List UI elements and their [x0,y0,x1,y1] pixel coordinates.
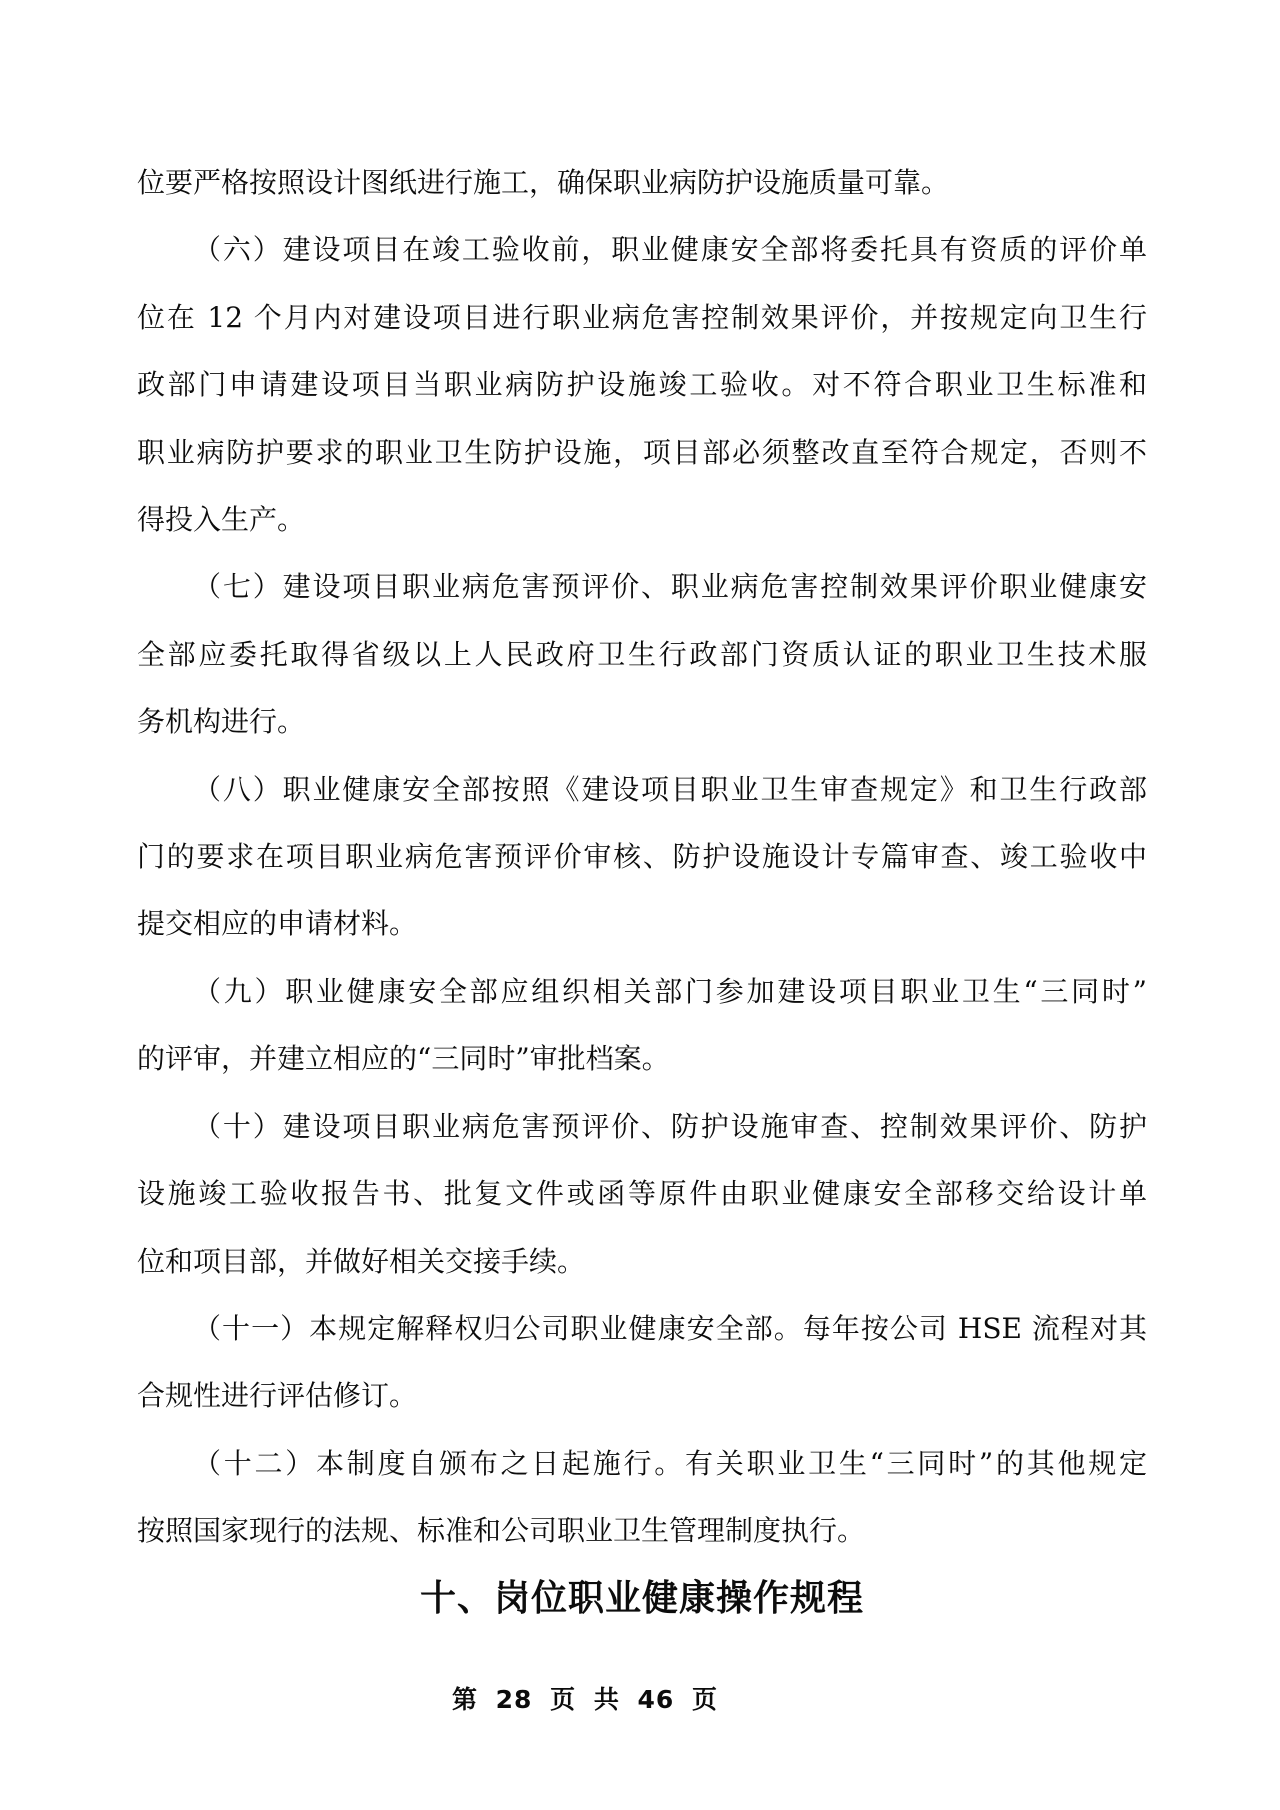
text-line: 全部应委托取得省级以上人民政府卫生行政部门资质认证的职业卫生技术服 [137,637,1147,671]
section-heading: 十、岗位职业健康操作规程 [419,1577,864,1619]
text-line: 的评审，并建立相应的“三同时”审批档案。 [137,1042,670,1076]
text-line: 务机构进行。 [137,705,306,739]
text-line: （八）职业健康安全部按照《建设项目职业卫生审查规定》和卫生行政部 [193,772,1147,806]
text-line: 按照国家现行的法规、标准和公司职业卫生管理制度执行。 [137,1514,866,1548]
text-line: （九）职业健康安全部应组织相关部门参加建设项目职业卫生“三同时” [193,974,1147,1008]
text-line: 位要严格按照设计图纸进行施工，确保职业病防护设施质量可靠。 [137,166,950,199]
text-line: 职业病防护要求的职业卫生防护设施，项目部必须整改直至符合规定，否则不 [137,435,1147,469]
document-body [137,149,1147,1632]
text-line: （十）建设项目职业病危害预评价、防护设施审查、控制效果评价、防护 [193,1109,1147,1143]
paragraphs-container [137,149,1147,1565]
text-line: 位在 12 个月内对建设项目进行职业病危害控制效果评价，并按规定向卫生行 [137,300,1147,334]
text-line: 合规性进行评估修订。 [137,1379,418,1413]
text-line: 设施竣工验收报告书、批复文件或函等原件由职业健康安全部移交给设计单 [137,1177,1147,1211]
text-line: （七）建设项目职业病危害预评价、职业病危害控制效果评价职业健康安 [193,570,1147,604]
text-line: （六）建设项目在竣工验收前，职业健康安全部将委托具有资质的评价单 [193,233,1147,267]
text-line: 提交相应的申请材料。 [137,907,418,941]
page-footer: 第 28 页 共 46 页 [451,1685,719,1714]
text-line: 位和项目部，并做好相关交接手续。 [137,1244,586,1278]
text-line: 门的要求在项目职业病危害预评价审核、防护设施设计专篇审查、竣工验收中 [137,840,1147,874]
text-line: （十一）本规定解释权归公司职业健康安全部。每年按公司 HSE 流程对其 [193,1311,1147,1345]
text-line: 政部门申请建设项目当职业病防护设施竣工验收。对不符合职业卫生标准和 [137,368,1147,402]
text-line: 得投入生产。 [137,503,306,537]
text-line: （十二）本制度自颁布之日起施行。有关职业卫生“三同时”的其他规定 [193,1446,1147,1480]
